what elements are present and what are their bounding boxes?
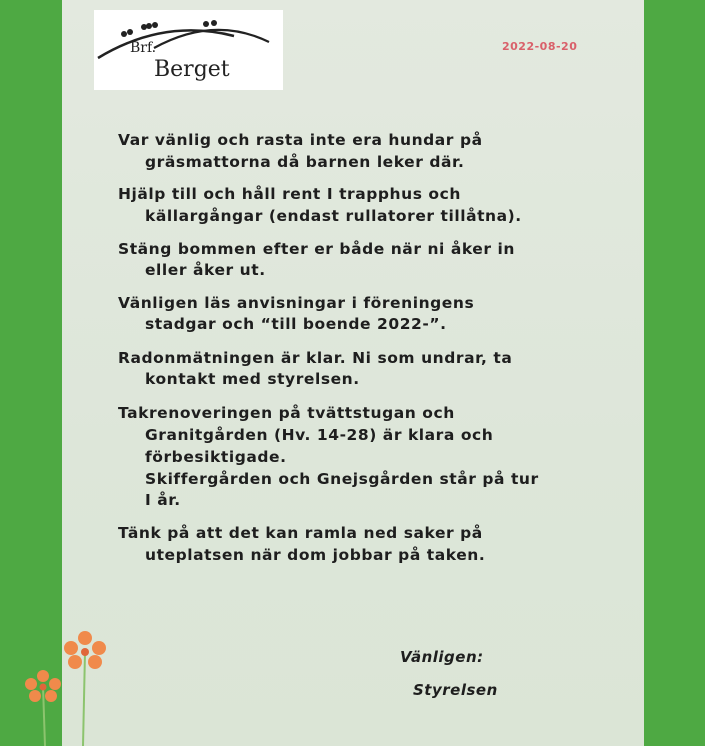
paragraph-4-line: Vänligen läs anvisningar i föreningens (118, 294, 475, 312)
paragraph-1-line: Var vänlig och rasta inte era hundar på (118, 131, 483, 149)
paragraph-6-line: Skiffergården och Gnejsgården står på tur (145, 470, 539, 488)
paragraph-2-line: källargångar (endast rullatorer tillåtna). (145, 207, 522, 225)
paragraph-6-line: I år. (145, 491, 181, 509)
paragraph-7-line: Tänk på att det kan ramla ned saker på (118, 524, 483, 542)
paragraph-6-line: Granitgården (Hv. 14-28) är klara och (145, 426, 494, 444)
paragraph-1-line: gräsmattorna då barnen leker där. (145, 153, 465, 171)
brf-berget-logo (94, 10, 283, 90)
date: 2022-08-20 (502, 40, 578, 53)
paragraph-5-line: Radonmätningen är klar. Ni som undrar, ta (118, 349, 513, 367)
paragraph-3-line: eller åker ut. (145, 261, 266, 279)
paragraph-3-line: Stäng bommen efter er både när ni åker in (118, 240, 515, 258)
logo-large-text: Berget (154, 57, 230, 82)
paragraph-6-line: Takrenoveringen på tvättstugan och (118, 404, 455, 422)
paragraph-5-line: kontakt med styrelsen. (145, 370, 360, 388)
flowers-decoration (15, 620, 115, 746)
logo-small-text: Brf. (130, 40, 157, 56)
signoff-signature: Styrelsen (413, 681, 498, 699)
paragraph-6-line: förbesiktigade. (145, 448, 287, 466)
paragraph-7-line: uteplatsen när dom jobbar på taken. (145, 546, 486, 564)
signoff-greeting: Vänligen: (400, 648, 484, 666)
paragraph-2-line: Hjälp till och håll rent I trapphus och (118, 185, 461, 203)
paragraph-4-line: stadgar och “till boende 2022-”. (145, 315, 447, 333)
